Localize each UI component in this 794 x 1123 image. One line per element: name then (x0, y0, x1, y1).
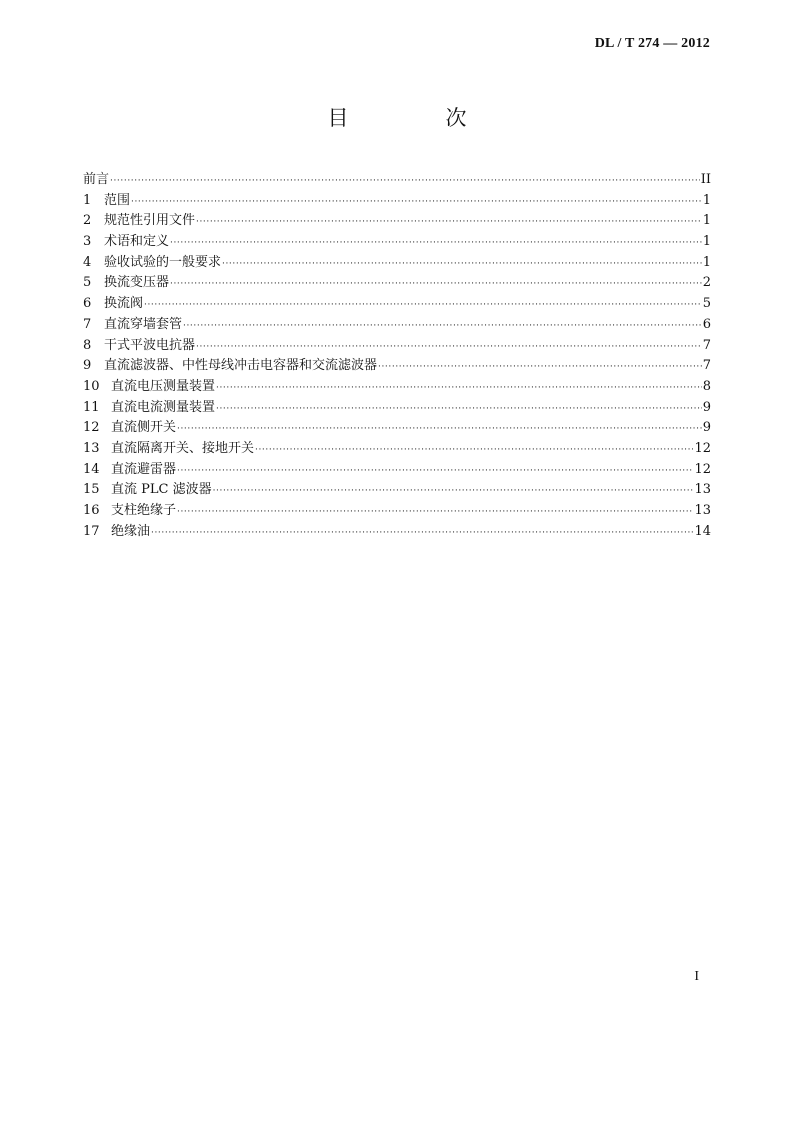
toc-entry-11[interactable] (83, 398, 711, 419)
page-number: I (694, 969, 699, 984)
toc-entry-number: 4 (83, 254, 92, 270)
toc-title: 目 次 (327, 106, 505, 130)
toc-entry-label: 术语和定义 (104, 234, 170, 250)
table-of-contents (83, 170, 711, 542)
toc-entry-page: 9 (702, 420, 711, 436)
dot-leader (177, 419, 702, 440)
dot-leader (196, 212, 702, 233)
toc-entry-number: 15 (83, 482, 100, 498)
toc-entry-12[interactable] (83, 418, 711, 439)
toc-entry-number: 10 (83, 378, 100, 394)
toc-entry-number: 14 (83, 461, 100, 477)
toc-entry-number: 16 (83, 503, 100, 518)
toc-entry-page: 1 (702, 234, 711, 250)
toc-entry-label: 规范性引用文件 (104, 213, 196, 229)
dot-leader (144, 295, 702, 316)
toc-entry-page: 6 (702, 316, 711, 332)
toc-entry-page: 8 (702, 378, 711, 394)
toc-entry-number: 1 (83, 192, 92, 208)
toc-entry-label: 验收试验的一般要求 (104, 254, 222, 270)
toc-entry-7[interactable] (83, 315, 711, 336)
toc-entry-number: 7 (83, 316, 92, 332)
toc-entry-label: 支柱绝缘子 (111, 503, 177, 518)
toc-entry-page: 9 (702, 399, 711, 415)
toc-entry-2[interactable] (83, 211, 711, 232)
dot-leader (131, 192, 702, 213)
toc-entry-14[interactable] (83, 460, 711, 481)
toc-entry-number: 5 (83, 275, 92, 291)
toc-entry-number: 11 (83, 399, 100, 415)
toc-entry-15[interactable] (83, 480, 711, 501)
toc-entry-10[interactable] (83, 377, 711, 398)
dot-leader (216, 378, 702, 399)
toc-entry-4[interactable] (83, 253, 711, 274)
toc-entry-label: 换流阀 (104, 296, 144, 312)
dot-leader (222, 254, 702, 275)
toc-entry-label: 换流变压器 (104, 275, 170, 291)
dot-leader (170, 233, 702, 254)
toc-entry-label: 直流电压测量装置 (111, 378, 216, 394)
toc-entry-page: 2 (702, 275, 711, 291)
dot-leader (177, 461, 693, 482)
toc-entry-label: 直流 PLC 滤波器 (111, 482, 212, 498)
toc-entry-page: 5 (702, 296, 711, 312)
toc-entry-page: 13 (694, 482, 711, 498)
toc-entry-page: 7 (702, 337, 711, 353)
toc-entry-label: 直流隔离开关、接地开关 (111, 440, 255, 456)
toc-entry-page: 1 (702, 192, 711, 208)
standard-code: DL / T 274 — 2012 (594, 36, 710, 51)
toc-entry-label: 前言 (83, 172, 110, 187)
toc-entry-5[interactable] (83, 273, 711, 294)
toc-entry-9[interactable] (83, 356, 711, 377)
toc-entry-number: 3 (83, 234, 92, 250)
toc-entry-13[interactable] (83, 439, 711, 460)
toc-entry-page: 7 (702, 358, 711, 374)
toc-entry-16[interactable] (83, 501, 711, 522)
dot-leader (151, 523, 693, 544)
dot-leader (378, 357, 702, 378)
toc-entry-number: 13 (83, 440, 100, 456)
toc-entry-label: 直流穿墙套管 (104, 316, 183, 332)
toc-entry-label: 直流避雷器 (111, 461, 177, 477)
toc-entry-1[interactable] (83, 191, 711, 212)
toc-entry-page: 13 (694, 503, 711, 518)
toc-entry-page: 14 (694, 523, 711, 539)
toc-entry-number: 12 (83, 420, 100, 436)
dot-leader (183, 316, 702, 337)
toc-entry-8[interactable] (83, 336, 711, 357)
toc-entry-page: 12 (694, 440, 711, 456)
toc-entry-3[interactable] (83, 232, 711, 253)
toc-entry-page: 1 (702, 254, 711, 270)
dot-leader (216, 399, 702, 420)
dot-leader (213, 481, 694, 502)
dot-leader (110, 171, 700, 192)
toc-entry-17[interactable] (83, 522, 711, 543)
toc-entry-page: 1 (702, 213, 711, 229)
toc-entry-number: 9 (83, 358, 92, 374)
toc-entry-6[interactable] (83, 294, 711, 315)
toc-entry-label: 范围 (104, 192, 131, 208)
toc-entry-number: 8 (83, 337, 92, 353)
toc-entry-foreword[interactable] (83, 170, 711, 191)
toc-entry-number: 2 (83, 213, 92, 229)
dot-leader (196, 337, 702, 358)
dot-leader (177, 502, 693, 523)
dot-leader (255, 440, 693, 461)
toc-entry-page: II (700, 172, 711, 187)
toc-entry-label: 直流侧开关 (111, 420, 177, 436)
dot-leader (170, 274, 702, 295)
toc-entry-label: 直流滤波器、中性母线冲击电容器和交流滤波器 (104, 358, 378, 374)
toc-entry-number: 6 (83, 296, 92, 312)
toc-entry-label: 干式平波电抗器 (104, 337, 196, 353)
toc-entry-number: 17 (83, 523, 100, 539)
toc-entry-label: 绝缘油 (111, 523, 151, 539)
toc-entry-page: 12 (694, 461, 711, 477)
toc-entry-label: 直流电流测量装置 (111, 399, 216, 415)
